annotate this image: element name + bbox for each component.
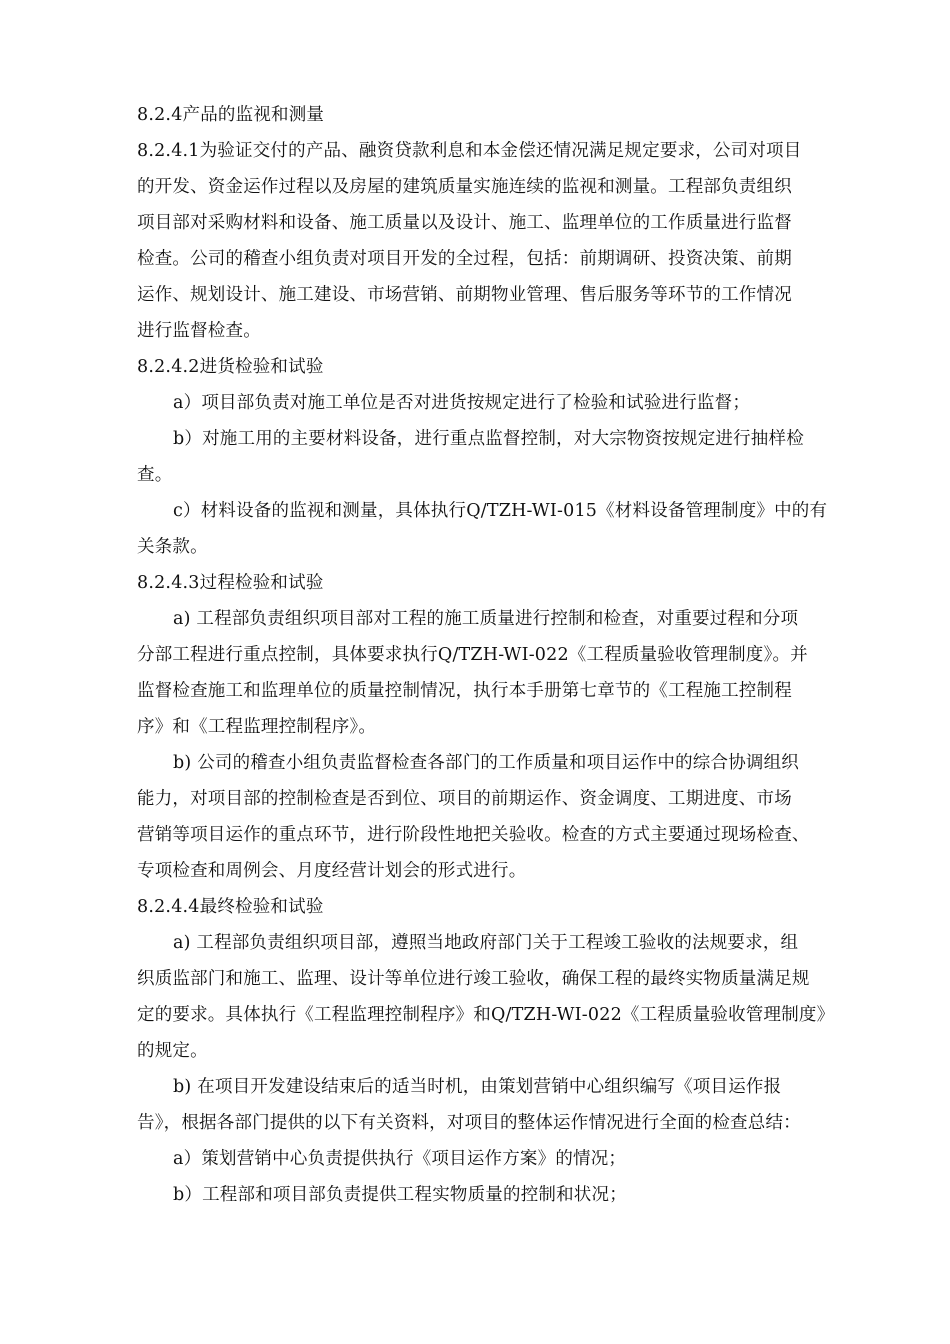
list-item-continuation: 查。 bbox=[137, 465, 173, 485]
list-item: c）材料设备的监视和测量，具体执行Q/TZH-WI-015《材料设备管理制度》中的有 bbox=[173, 501, 828, 521]
list-item-continuation: 定的要求。具体执行《工程监理控制程序》和Q/TZH-WI-022《工程质量验收管理制度》 bbox=[137, 1005, 835, 1025]
list-item-continuation: 序》和《工程监理控制程序》。 bbox=[137, 717, 377, 737]
sub-list-item: a）策划营销中心负责提供执行《项目运作方案》的情况； bbox=[173, 1149, 627, 1169]
list-item-continuation: 的规定。 bbox=[137, 1041, 208, 1061]
list-item-continuation: 关条款。 bbox=[137, 537, 208, 557]
paragraph-line: 进行监督检查。 bbox=[137, 321, 261, 341]
paragraph-line: 检查。公司的稽查小组负责对项目开发的全过程，包括：前期调研、投资决策、前期 bbox=[137, 249, 792, 269]
paragraph-line: 8.2.4.1为验证交付的产品、融资贷款利息和本金偿还情况满足规定要求，公司对项目 bbox=[137, 141, 802, 161]
list-item: a）项目部负责对施工单位是否对进货按规定进行了检验和试验进行监督； bbox=[173, 393, 751, 413]
list-item-continuation: 营销等项目运作的重点环节，进行阶段性地把关验收。检查的方式主要通过现场检查、 bbox=[137, 825, 810, 845]
section-heading: 8.2.4.3过程检验和试验 bbox=[137, 573, 324, 593]
section-heading: 8.2.4.4最终检验和试验 bbox=[137, 897, 324, 917]
list-item-continuation: 监督检查施工和监理单位的质量控制情况，执行本手册第七章节的《工程施工控制程 bbox=[137, 681, 792, 701]
paragraph-line: 的开发、资金运作过程以及房屋的建筑质量实施连续的监视和测量。工程部负责组织 bbox=[137, 177, 792, 197]
list-item-continuation: 能力，对项目部的控制检查是否到位、项目的前期运作、资金调度、工期进度、市场 bbox=[137, 789, 792, 809]
list-item: b) 公司的稽查小组负责监督检查各部门的工作质量和项目运作中的综合协调组织 bbox=[173, 753, 799, 773]
list-item: a) 工程部负责组织项目部对工程的施工质量进行控制和检查，对重要过程和分项 bbox=[173, 609, 799, 629]
list-item-continuation: 织质监部门和施工、监理、设计等单位进行竣工验收，确保工程的最终实物质量满足规 bbox=[137, 969, 810, 989]
list-item: b) 在项目开发建设结束后的适当时机，由策划营销中心组织编写《项目运作报 bbox=[173, 1077, 782, 1097]
list-item-continuation: 专项检查和周例会、月度经营计划会的形式进行。 bbox=[137, 861, 527, 881]
list-item: a) 工程部负责组织项目部，遵照当地政府部门关于工程竣工验收的法规要求，组 bbox=[173, 933, 799, 953]
sub-list-item: b）工程部和项目部负责提供工程实物质量的控制和状况； bbox=[173, 1185, 627, 1205]
paragraph-line: 项目部对采购材料和设备、施工质量以及设计、施工、监理单位的工作质量进行监督 bbox=[137, 213, 792, 233]
list-item-continuation: 分部工程进行重点控制，具体要求执行Q/TZH-WI-022《工程质量验收管理制度》。并 bbox=[137, 645, 808, 665]
section-heading: 8.2.4产品的监视和测量 bbox=[137, 105, 325, 125]
list-item-continuation: 告》，根据各部门提供的以下有关资料，对项目的整体运作情况进行全面的检查总结： bbox=[137, 1113, 801, 1133]
list-item: b）对施工用的主要材料设备，进行重点监督控制，对大宗物资按规定进行抽样检 bbox=[173, 429, 804, 449]
document-page bbox=[137, 97, 873, 1213]
paragraph-line: 运作、规划设计、施工建设、市场营销、前期物业管理、售后服务等环节的工作情况 bbox=[137, 285, 792, 305]
section-heading: 8.2.4.2进货检验和试验 bbox=[137, 357, 324, 377]
